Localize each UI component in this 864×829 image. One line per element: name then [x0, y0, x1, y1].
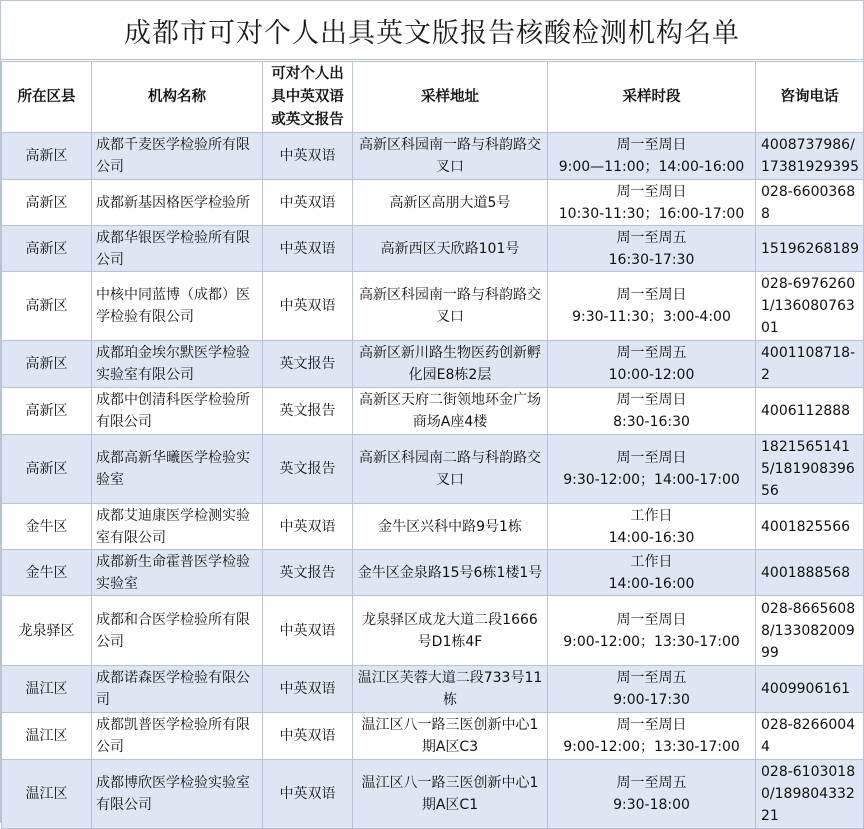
phone-cell: 4009906161 [756, 666, 864, 713]
institution-name-cell: 成都高新华曦医学检验实验室 [92, 435, 263, 504]
sampling-hours-cell: 周一至周日 9:00-12:00；13:30-17:00 [548, 713, 756, 760]
sampling-address-cell: 高新西区天欣路101号 [353, 226, 548, 272]
sampling-hours-cell: 周一至周五 10:00-12:00 [548, 341, 756, 388]
institution-name-cell: 成都新生命霍普医学检验实验室 [92, 550, 263, 596]
table-row [2, 550, 864, 596]
sampling-address-cell: 高新区科园南一路与科韵路交叉口 [353, 272, 548, 341]
phone-cell: 15196268189 [756, 226, 864, 272]
phone-cell: 028-61030180/18980433221 [756, 760, 864, 829]
sampling-hours-cell: 周一至周日 10:30-11:30；16:00-17:00 [548, 180, 756, 226]
table-row [2, 272, 864, 341]
district-cell: 高新区 [2, 272, 92, 341]
header-phone: 咨询电话 [756, 62, 864, 133]
sampling-address-cell: 温江区芙蓉大道二段733号11栋 [353, 666, 548, 713]
institution-name-cell: 成都艾迪康医学检测实验室有限公司 [92, 504, 263, 550]
phone-cell: 18215651415/18190839656 [756, 435, 864, 504]
phone-cell: 028-86656088/13308200999 [756, 596, 864, 666]
report-type-cell: 中英双语 [263, 596, 353, 666]
table-row [2, 760, 864, 829]
header-district: 所在区县 [2, 62, 92, 133]
sampling-hours-cell: 周一至周日 9:30-11:30；3:00-4:00 [548, 272, 756, 341]
institution-name-cell: 成都华银医学检验所有限公司 [92, 226, 263, 272]
table-row [2, 341, 864, 388]
sampling-address-cell: 温江区八一路三医创新中心1期A区C3 [353, 713, 548, 760]
institution-name-cell: 成都博欣医学检验实验室有限公司 [92, 760, 263, 829]
phone-cell: 028-69762601/13608076301 [756, 272, 864, 341]
sampling-address-cell: 高新区新川路生物医药创新孵化园E8栋2层 [353, 341, 548, 388]
table-row [2, 504, 864, 550]
phone-cell: 4008737986/17381929395 [756, 133, 864, 180]
institution-name-cell: 成都诺森医学检验有限公司 [92, 666, 263, 713]
district-cell: 龙泉驿区 [2, 596, 92, 666]
institution-name-cell: 成都新基因格医学检验所 [92, 180, 263, 226]
sampling-hours-cell: 周一至周五 9:00-17:30 [548, 666, 756, 713]
header-sampling-hours: 采样时段 [548, 62, 756, 133]
sampling-hours-cell: 工作日 14:00-16:00 [548, 550, 756, 596]
institution-table [1, 61, 864, 829]
table-row [2, 713, 864, 760]
district-cell: 金牛区 [2, 504, 92, 550]
district-cell: 高新区 [2, 180, 92, 226]
report-type-cell: 中英双语 [263, 666, 353, 713]
table-row [2, 435, 864, 504]
report-type-cell: 英文报告 [263, 388, 353, 435]
district-cell: 金牛区 [2, 550, 92, 596]
header-report-type: 可对个人出具中英双语或英文报告 [263, 62, 353, 133]
sampling-hours-cell: 周一至周五 9:30-18:00 [548, 760, 756, 829]
table-row [2, 666, 864, 713]
sampling-address-cell: 高新区天府二街领地环金广场商场A座4楼 [353, 388, 548, 435]
report-type-cell: 中英双语 [263, 133, 353, 180]
report-type-cell: 中英双语 [263, 713, 353, 760]
sampling-address-cell: 金牛区金泉路15号6栋1楼1号 [353, 550, 548, 596]
sampling-address-cell: 温江区八一路三医创新中心1期A区C1 [353, 760, 548, 829]
report-type-cell: 中英双语 [263, 272, 353, 341]
sampling-hours-cell: 周一至周日 9:30-12:00；14:00-17:00 [548, 435, 756, 504]
table-row [2, 226, 864, 272]
phone-cell: 028-66003688 [756, 180, 864, 226]
district-cell: 高新区 [2, 388, 92, 435]
report-type-cell: 中英双语 [263, 180, 353, 226]
phone-cell: 4001888568 [756, 550, 864, 596]
table-row [2, 596, 864, 666]
phone-cell: 028-82660044 [756, 713, 864, 760]
sampling-address-cell: 金牛区兴科中路9号1栋 [353, 504, 548, 550]
report-type-cell: 英文报告 [263, 341, 353, 388]
sampling-address-cell: 高新区科园南二路与科韵路交叉口 [353, 435, 548, 504]
sampling-address-cell: 高新区科园南一路与科韵路交叉口 [353, 133, 548, 180]
institution-name-cell: 中核中同蓝博（成都）医学检验有限公司 [92, 272, 263, 341]
sampling-hours-cell: 周一至周日 9:00-12:00；13:30-17:00 [548, 596, 756, 666]
table-row [2, 133, 864, 180]
phone-cell: 4001108718-2 [756, 341, 864, 388]
sampling-hours-cell: 工作日 14:00-16:30 [548, 504, 756, 550]
sampling-hours-cell: 周一至周日 8:30-16:30 [548, 388, 756, 435]
sampling-address-cell: 龙泉驿区成龙大道二段1666号D1栋4F [353, 596, 548, 666]
sampling-address-cell: 高新区高朋大道5号 [353, 180, 548, 226]
district-cell: 高新区 [2, 435, 92, 504]
header-institution-name: 机构名称 [92, 62, 263, 133]
district-cell: 高新区 [2, 226, 92, 272]
header-sampling-address: 采样地址 [353, 62, 548, 133]
district-cell: 温江区 [2, 760, 92, 829]
institution-name-cell: 成都凯普医学检验所有限公司 [92, 713, 263, 760]
district-cell: 高新区 [2, 341, 92, 388]
phone-cell: 4006112888 [756, 388, 864, 435]
phone-cell: 4001825566 [756, 504, 864, 550]
table-row [2, 388, 864, 435]
report-type-cell: 中英双语 [263, 226, 353, 272]
sampling-hours-cell: 周一至周五 16:30-17:30 [548, 226, 756, 272]
header-row [2, 62, 864, 133]
report-type-cell: 中英双语 [263, 504, 353, 550]
district-cell: 温江区 [2, 666, 92, 713]
sampling-hours-cell: 周一至周日 9:00—11:00；14:00-16:00 [548, 133, 756, 180]
report-type-cell: 英文报告 [263, 550, 353, 596]
institution-name-cell: 成都珀金埃尔默医学检验实验室有限公司 [92, 341, 263, 388]
district-cell: 温江区 [2, 713, 92, 760]
institution-name-cell: 成都中创清科医学检验所有限公司 [92, 388, 263, 435]
page-title: 成都市可对个人出具英文版报告核酸检测机构名单 [1, 1, 863, 60]
report-type-cell: 中英双语 [263, 760, 353, 829]
report-type-cell: 英文报告 [263, 435, 353, 504]
district-cell: 高新区 [2, 133, 92, 180]
institution-name-cell: 成都和合医学检验所有限公司 [92, 596, 263, 666]
table-row [2, 180, 864, 226]
institution-name-cell: 成都千麦医学检验所有限公司 [92, 133, 263, 180]
